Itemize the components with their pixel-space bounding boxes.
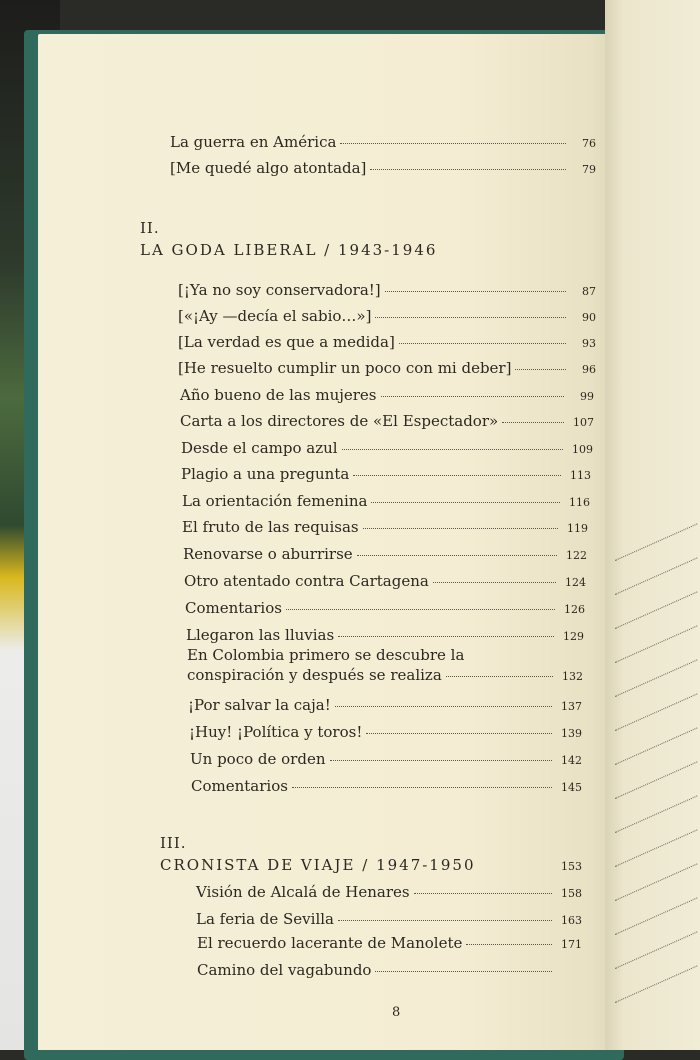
toc-entry [190,750,582,770]
toc-entry-title: [He resuelto cumplir un poco con mi deber] [178,359,512,377]
toc-entry [191,777,582,797]
toc-entry-page: 93 [582,337,596,350]
toc-entry-page: 99 [580,390,594,403]
toc-entry-page: 137 [561,700,582,713]
toc-entry-page: 122 [566,549,587,562]
toc-entry [188,696,582,716]
toc-entry [186,626,584,646]
toc-entry-title: Camino del vagabundo [197,961,372,979]
dot-leader [515,369,566,370]
toc-entry-page: 163 [561,914,582,927]
toc-entry [185,599,585,619]
dot-leader [433,582,556,583]
toc-entry [180,386,594,406]
dot-leader [330,760,553,761]
toc-entry [182,518,588,538]
dot-leader [357,555,557,556]
dot-leader [446,676,553,677]
toc-entry [181,465,591,485]
toc-entry-title: [La verdad es que a medida] [178,333,395,351]
toc-entry-page: 124 [565,576,586,589]
toc-entry-page: 139 [561,727,582,740]
toc-entry-page: 126 [564,603,585,616]
toc-entry-title: Carta a los directores de «El Espectador» [180,412,499,430]
section-title: CRONISTA DE VIAJE / 1947-1950 [160,856,476,874]
toc-entry-title: La guerra en América [170,133,337,151]
toc-entry-page: 96 [582,363,596,376]
dot-leader [466,944,552,945]
dot-leader [353,475,561,476]
toc-entry-page: 171 [561,938,582,951]
toc-entry [196,910,582,930]
toc-entry [170,159,596,179]
dot-leader [370,169,566,170]
page-number: 8 [392,1005,401,1020]
section-number: III. [160,834,187,852]
dot-leader [414,893,552,894]
dot-leader [371,502,560,503]
toc-entry [181,439,593,459]
dot-leader [338,636,554,637]
toc-entry [180,412,594,432]
toc-entry-page: 158 [561,887,582,900]
toc-entry-page: 109 [572,443,593,456]
toc-entry-title: El fruto de las requisas [182,518,359,536]
toc-entry-page: 90 [582,311,596,324]
toc-entry [182,492,590,512]
toc-entry-title: [¡Ya no soy conservadora!] [178,281,381,299]
dot-leader [399,343,566,344]
toc-entry-page: 132 [562,670,583,683]
toc-entry-page: 76 [582,137,596,150]
dot-leader [366,733,552,734]
toc-entry [170,133,596,153]
toc-entry [189,723,582,743]
toc-entry-title: Desde el campo azul [181,439,338,457]
toc-entry [197,934,582,954]
toc-entry-title: Visión de Alcalá de Henares [196,883,410,901]
toc-entry [196,883,582,903]
toc-entry-title: Un poco de orden [190,750,326,768]
dot-leader [292,787,552,788]
dot-leader [375,317,566,318]
dot-leader [375,971,552,972]
dot-leader [381,396,564,397]
toc-entry-page: 79 [582,163,596,176]
toc-entry-title: La feria de Sevilla [196,910,334,928]
toc-entry-title: Año bueno de las mujeres [180,386,377,404]
dot-leader [502,422,564,423]
toc-entry-title: La orientación femenina [182,492,368,510]
section-title: LA GODA LIBERAL / 1943-1946 [140,241,438,259]
dot-leader [363,528,558,529]
toc-entry-page: 113 [570,469,591,482]
dot-leader [335,706,552,707]
toc-entry-title: Plagio a una pregunta [181,465,350,483]
toc-entry-title: Renovarse o aburrirse [183,545,353,563]
toc-entry-title: Comentarios [185,599,282,617]
toc-entry [178,359,596,379]
toc-entry-title: ¡Por salvar la caja! [188,696,331,714]
dot-leader [342,449,563,450]
toc-entry-page: 145 [561,781,582,794]
toc-entry-title: ¡Huy! ¡Política y toros! [189,723,363,741]
dot-leader [338,920,552,921]
dot-leader [385,291,566,292]
toc-entry-page: 142 [561,754,582,767]
toc-entry [197,961,582,980]
toc-entry-title: Comentarios [191,777,288,795]
toc-entry [183,545,587,565]
dot-leader [286,609,555,610]
section-heading-row [160,856,582,876]
toc-entry-title: En Colombia primero se descubre la [187,646,465,664]
toc-entry-page: 87 [582,285,596,298]
toc-entry-page: 107 [573,416,594,429]
section-number: II. [140,219,160,237]
toc-entry-title: Llegaron las lluvias [186,626,335,644]
toc-entry [178,281,596,301]
toc-entry-page: 153 [561,860,582,873]
toc-entry-title: Otro atentado contra Cartagena [184,572,429,590]
dot-leader [340,143,566,144]
toc-entry-page: 129 [563,630,584,643]
toc-entry [187,646,583,686]
toc-entry-title: conspiración y después se realiza [187,666,442,684]
toc-entry-page: 119 [567,522,588,535]
toc-entry-title: El recuerdo lacerante de Manolete [197,934,463,952]
toc-entry [178,333,596,353]
toc-entry [184,572,586,592]
toc-entry-page: 116 [569,496,590,509]
toc-entry-title: [Me quedé algo atontada] [170,159,367,177]
toc-entry-title: [«¡Ay —decía el sabio…»] [178,307,372,325]
toc-entry [178,307,596,327]
